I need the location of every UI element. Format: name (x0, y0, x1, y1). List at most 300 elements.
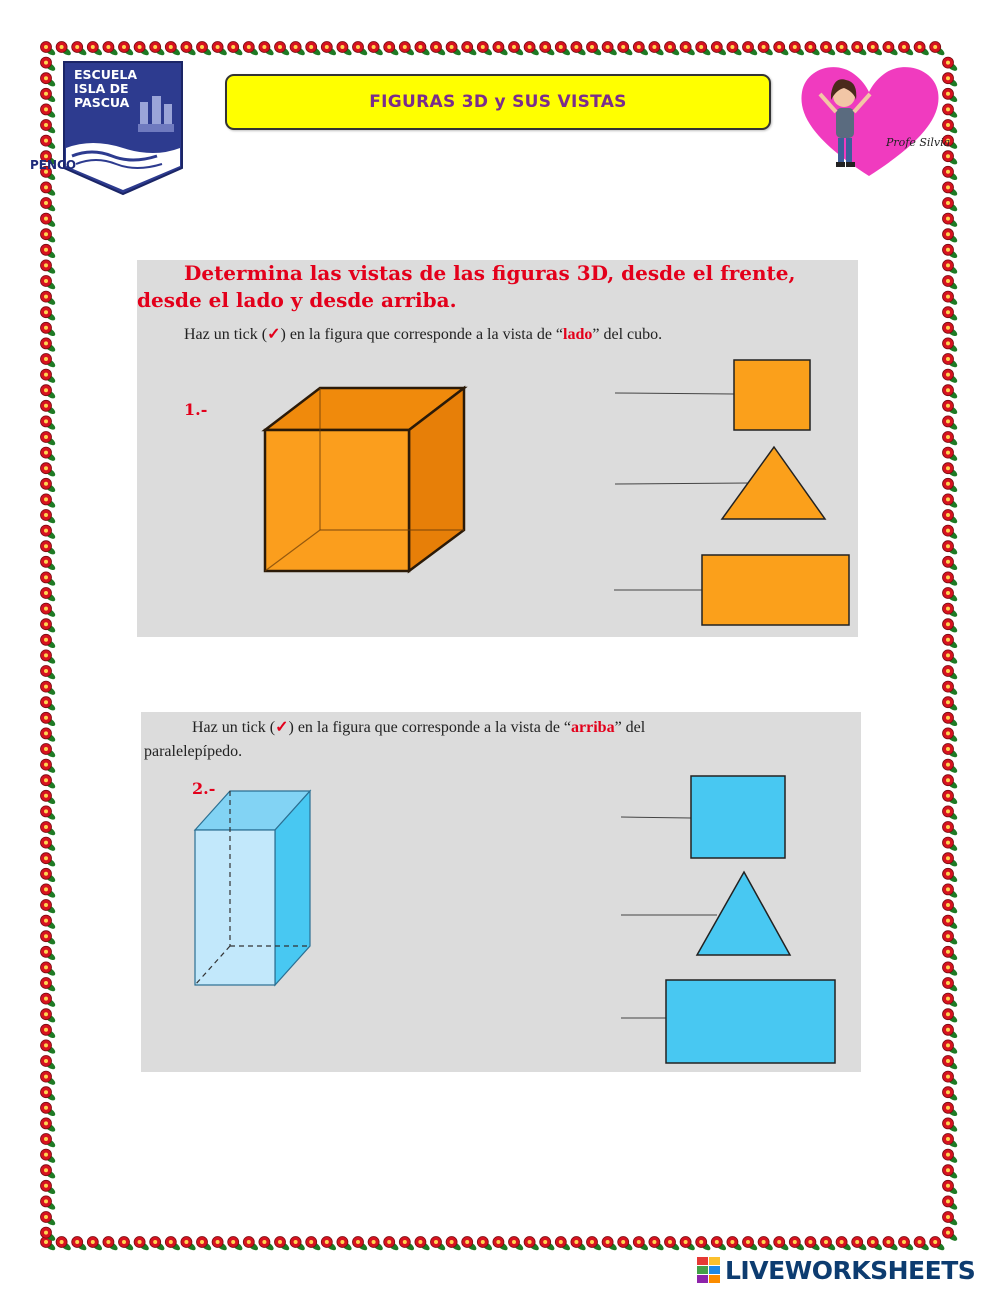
border-flower (943, 556, 959, 571)
border-flower (836, 42, 852, 57)
border-flower (41, 260, 57, 275)
border-flower (41, 510, 57, 525)
border-flower (943, 276, 959, 291)
border-flower (914, 42, 930, 57)
border-flower (41, 307, 57, 322)
border-flower (212, 42, 228, 57)
border-flower (943, 57, 959, 72)
border-flower (571, 42, 587, 57)
border-flower (883, 1237, 899, 1252)
border-flower (119, 42, 135, 57)
border-flower (384, 42, 400, 57)
border-flower (41, 946, 57, 961)
border-flower (943, 307, 959, 322)
border-flower (165, 1237, 181, 1252)
border-flower (41, 759, 57, 774)
keyword-lado: lado (563, 326, 593, 343)
border-flower (134, 1237, 150, 1252)
border-flower (41, 900, 57, 915)
border-flower (41, 1180, 57, 1195)
border-flower (943, 369, 959, 384)
border-flower (943, 385, 959, 400)
border-flower (41, 993, 57, 1008)
border-flower (509, 42, 525, 57)
border-flower (41, 1056, 57, 1071)
border-flower (41, 478, 57, 493)
rectangular-prism-figure (195, 791, 310, 985)
instruction-text: ) en la figura que corresponde a la vista de “ (288, 719, 572, 736)
border-flower (821, 42, 837, 57)
border-flower (368, 1237, 384, 1252)
border-flower (805, 1237, 821, 1252)
border-flower (602, 1237, 618, 1252)
border-flower (41, 1212, 57, 1227)
border-flower (446, 42, 462, 57)
liveworksheets-logo-icon (697, 1257, 721, 1283)
border-flower (696, 1237, 712, 1252)
liveworksheets-watermark[interactable] (697, 1255, 975, 1285)
main-instruction: Determina las vistas de las figuras 3D, desde el frente, desde el lado y desde arriba. (137, 261, 796, 312)
border-flower (41, 603, 57, 618)
border-flower (852, 1237, 868, 1252)
border-flower (41, 1087, 57, 1102)
border-flower (41, 853, 57, 868)
border-flower (943, 1087, 959, 1102)
border-flower (727, 42, 743, 57)
border-flower (353, 42, 369, 57)
border-flower (943, 291, 959, 306)
border-flower (943, 432, 959, 447)
border-flower (711, 1237, 727, 1252)
border-flower (943, 697, 959, 712)
border-flower (633, 1237, 649, 1252)
border-flower (774, 1237, 790, 1252)
border-flower (41, 88, 57, 103)
border-flower (943, 837, 959, 852)
border-flower (943, 900, 959, 915)
border-flower (337, 1237, 353, 1252)
border-flower (41, 385, 57, 400)
border-flower (943, 1118, 959, 1133)
border-flower (883, 42, 899, 57)
border-flower (540, 1237, 556, 1252)
border-flower (943, 712, 959, 727)
border-flower (867, 1237, 883, 1252)
border-flower (41, 681, 57, 696)
option-triangle[interactable] (621, 872, 790, 955)
border-flower (384, 1237, 400, 1252)
border-flower (943, 790, 959, 805)
border-flower (41, 1102, 57, 1117)
border-flower (41, 1196, 57, 1211)
border-flower (943, 868, 959, 883)
border-flower (337, 42, 353, 57)
border-flower (399, 1237, 415, 1252)
border-flower (930, 42, 946, 57)
border-flower (649, 42, 665, 57)
border-flower (431, 42, 447, 57)
border-flower (943, 88, 959, 103)
border-flower (41, 556, 57, 571)
border-flower (943, 322, 959, 337)
border-flower (41, 1071, 57, 1086)
border-flower (943, 853, 959, 868)
border-flower (41, 666, 57, 681)
border-flower (899, 1237, 915, 1252)
border-flower (943, 822, 959, 837)
border-flower (649, 1237, 665, 1252)
border-flower (212, 1237, 228, 1252)
border-flower (943, 1071, 959, 1086)
border-flower (618, 1237, 634, 1252)
border-flower (943, 806, 959, 821)
border-flower (943, 572, 959, 587)
border-flower (867, 42, 883, 57)
border-flower (943, 946, 959, 961)
border-flower (711, 42, 727, 57)
border-flower (943, 525, 959, 540)
border-flower (943, 744, 959, 759)
border-flower (571, 1237, 587, 1252)
instruction-text: Haz un tick ( (192, 719, 276, 736)
border-flower (493, 1237, 509, 1252)
border-flower (41, 120, 57, 135)
border-flower (103, 1237, 119, 1252)
border-flower (665, 42, 681, 57)
border-flower (789, 1237, 805, 1252)
border-flower (943, 681, 959, 696)
tick-mark: ✓ (267, 326, 281, 343)
border-flower (41, 104, 57, 119)
border-flower (41, 447, 57, 462)
border-flower (633, 42, 649, 57)
border-flower (290, 1237, 306, 1252)
exercise-2-instruction-line-2: paralelepípedo. (144, 743, 243, 760)
border-flower (943, 338, 959, 353)
border-flower (41, 400, 57, 415)
border-flower (540, 42, 556, 57)
border-flower (150, 1237, 166, 1252)
border-flower (41, 42, 57, 57)
border-flower (943, 588, 959, 603)
border-flower (943, 354, 959, 369)
border-flower (87, 42, 103, 57)
border-flower (943, 510, 959, 525)
option-square[interactable] (621, 776, 785, 858)
instruction-text: Haz un tick ( (184, 326, 268, 343)
cube-figure (265, 388, 464, 571)
border-flower (321, 1237, 337, 1252)
border-flower (943, 229, 959, 244)
border-flower (836, 1237, 852, 1252)
border-flower (415, 1237, 431, 1252)
border-flower (243, 1237, 259, 1252)
border-flower (943, 494, 959, 509)
instruction-text: ” del cubo. (592, 326, 663, 343)
school-name-line-1: ESCUELA (74, 67, 138, 82)
border-flower (41, 1024, 57, 1039)
border-flower (943, 447, 959, 462)
border-flower (943, 619, 959, 634)
border-flower (41, 806, 57, 821)
border-flower (431, 1237, 447, 1252)
border-flower (555, 42, 571, 57)
border-flower (680, 1237, 696, 1252)
border-flower (943, 166, 959, 181)
border-flower (943, 260, 959, 275)
exercise-1-drawing (137, 260, 858, 637)
border-flower (41, 775, 57, 790)
exercise-2-panel (141, 712, 861, 1072)
border-flower (789, 42, 805, 57)
border-flower (41, 322, 57, 337)
border-flower (943, 650, 959, 665)
border-flower (943, 478, 959, 493)
option-square[interactable] (615, 360, 810, 430)
border-flower (680, 42, 696, 57)
watermark-text: LIVEWORKSHEETS (725, 1255, 976, 1285)
border-flower (943, 104, 959, 119)
border-flower (306, 1237, 322, 1252)
border-flower (943, 463, 959, 478)
border-flower (943, 759, 959, 774)
border-flower (41, 369, 57, 384)
border-flower (943, 978, 959, 993)
border-flower (509, 1237, 525, 1252)
border-flower (943, 1102, 959, 1117)
border-flower (119, 1237, 135, 1252)
title-banner (225, 74, 771, 130)
exercise-2-drawing (141, 712, 861, 1072)
border-flower (943, 666, 959, 681)
border-flower (943, 416, 959, 431)
border-flower (758, 42, 774, 57)
border-flower (587, 42, 603, 57)
border-flower (415, 42, 431, 57)
border-flower (555, 1237, 571, 1252)
border-flower (41, 244, 57, 259)
border-flower (41, 73, 57, 88)
border-flower (943, 1227, 959, 1242)
border-flower (943, 120, 959, 135)
instruction-text: ” del (614, 719, 646, 736)
border-flower (41, 541, 57, 556)
border-flower (41, 822, 57, 837)
border-flower (41, 463, 57, 478)
border-flower (943, 775, 959, 790)
border-flower (943, 1040, 959, 1055)
border-flower (852, 42, 868, 57)
border-flower (943, 728, 959, 743)
border-flower (943, 541, 959, 556)
border-flower (943, 151, 959, 166)
border-flower (41, 525, 57, 540)
border-flower (228, 1237, 244, 1252)
border-flower (943, 1212, 959, 1227)
author-logo-text: Profe Silvia (886, 136, 951, 149)
border-flower (368, 42, 384, 57)
border-flower (943, 244, 959, 259)
border-flower (275, 42, 291, 57)
border-flower (524, 1237, 540, 1252)
border-flower (618, 42, 634, 57)
border-flower (493, 42, 509, 57)
border-flower (41, 978, 57, 993)
border-flower (41, 1118, 57, 1133)
border-flower (943, 1165, 959, 1180)
school-city-label: PENCO (30, 158, 77, 172)
border-flower (943, 1056, 959, 1071)
border-flower (41, 291, 57, 306)
border-flower (399, 42, 415, 57)
border-flower (446, 1237, 462, 1252)
border-flower (943, 1149, 959, 1164)
school-badge-logo (62, 60, 184, 196)
border-flower (41, 213, 57, 228)
border-flower (290, 42, 306, 57)
border-flower (197, 1237, 213, 1252)
border-flower (587, 1237, 603, 1252)
page-title: FIGURAS 3D y SUS VISTAS (369, 92, 627, 112)
border-flower (353, 1237, 369, 1252)
border-flower (87, 1237, 103, 1252)
border-flower (943, 915, 959, 930)
border-flower (943, 1134, 959, 1149)
border-flower (72, 1237, 88, 1252)
border-flower (321, 42, 337, 57)
border-flower (56, 42, 72, 57)
border-flower (524, 42, 540, 57)
border-flower (41, 135, 57, 150)
border-flower (41, 744, 57, 759)
border-flower (743, 42, 759, 57)
border-flower (462, 42, 478, 57)
border-flower (306, 42, 322, 57)
border-flower (41, 697, 57, 712)
border-flower (41, 229, 57, 244)
border-flower (41, 1149, 57, 1164)
heart-avatar-icon (796, 58, 951, 178)
border-flower (228, 42, 244, 57)
border-flower (41, 1009, 57, 1024)
border-flower (134, 42, 150, 57)
border-flower (477, 42, 493, 57)
border-flower (41, 915, 57, 930)
border-flower (41, 432, 57, 447)
border-flower (41, 276, 57, 291)
border-flower (41, 634, 57, 649)
instruction-text: ) en la figura que corresponde a la vista de “ (280, 326, 564, 343)
border-flower (943, 1024, 959, 1039)
border-flower (943, 1196, 959, 1211)
border-flower (41, 354, 57, 369)
border-flower (41, 1040, 57, 1055)
school-name-line-2: ISLA DE (74, 81, 129, 96)
border-flower (72, 42, 88, 57)
border-flower (930, 1237, 946, 1252)
border-flower (821, 1237, 837, 1252)
border-flower (943, 198, 959, 213)
border-flower (259, 42, 275, 57)
border-flower (899, 42, 915, 57)
tick-mark: ✓ (275, 719, 289, 736)
border-flower (41, 572, 57, 587)
border-flower (943, 182, 959, 197)
border-flower (805, 42, 821, 57)
border-flower (943, 213, 959, 228)
border-flower (462, 1237, 478, 1252)
border-flower (181, 1237, 197, 1252)
border-flower (943, 73, 959, 88)
border-flower (743, 1237, 759, 1252)
exercise-1-number: 1.- (184, 400, 208, 419)
border-flower (943, 931, 959, 946)
border-flower (665, 1237, 681, 1252)
border-flower (41, 1165, 57, 1180)
border-flower (774, 42, 790, 57)
border-flower (943, 1009, 959, 1024)
border-flower (259, 1237, 275, 1252)
border-flower (758, 1237, 774, 1252)
border-flower (243, 42, 259, 57)
exercise-2-number: 2.- (192, 779, 216, 798)
border-flower (943, 993, 959, 1008)
border-flower (41, 728, 57, 743)
border-flower (41, 338, 57, 353)
border-flower (41, 962, 57, 977)
border-flower (727, 1237, 743, 1252)
border-flower (41, 182, 57, 197)
exercise-1-panel (137, 260, 858, 637)
border-flower (41, 494, 57, 509)
border-flower (477, 1237, 493, 1252)
border-flower (943, 400, 959, 415)
border-flower (41, 868, 57, 883)
border-flower (150, 42, 166, 57)
border-flower (41, 416, 57, 431)
border-flower (41, 837, 57, 852)
border-flower (275, 1237, 291, 1252)
border-flower (943, 634, 959, 649)
option-rectangle[interactable] (621, 980, 835, 1063)
border-flower (41, 931, 57, 946)
border-flower (943, 1180, 959, 1195)
border-flower (41, 650, 57, 665)
border-flower (197, 42, 213, 57)
school-name-line-3: PASCUA (74, 95, 130, 110)
keyword-arriba: arriba (571, 719, 615, 736)
border-flower (602, 42, 618, 57)
border-flower (943, 962, 959, 977)
border-flower (181, 42, 197, 57)
border-flower (41, 619, 57, 634)
option-rectangle[interactable] (614, 555, 849, 625)
border-flower (41, 198, 57, 213)
border-flower (41, 884, 57, 899)
border-flower (41, 588, 57, 603)
border-flower (943, 884, 959, 899)
border-flower (41, 712, 57, 727)
border-flower (914, 1237, 930, 1252)
border-flower (41, 1134, 57, 1149)
border-flower (41, 57, 57, 72)
border-flower (103, 42, 119, 57)
border-flower (943, 603, 959, 618)
option-triangle[interactable] (615, 447, 825, 519)
author-heart-logo (796, 58, 951, 178)
border-flower (56, 1237, 72, 1252)
border-flower (696, 42, 712, 57)
